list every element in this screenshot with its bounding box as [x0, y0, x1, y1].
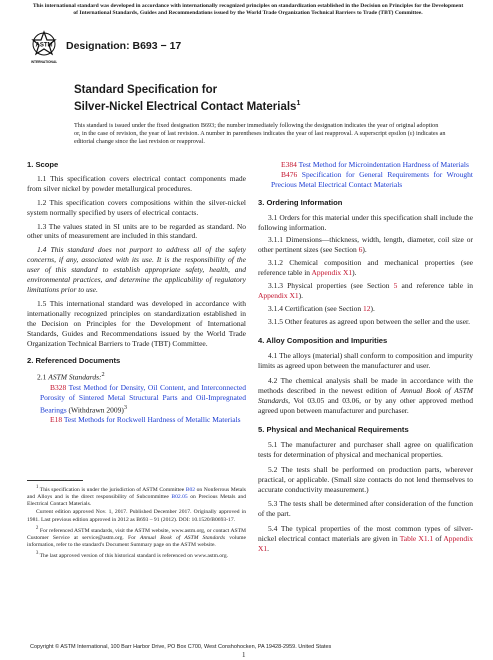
footnote-divider [27, 480, 83, 481]
para-4-2: 4.2 The chemical analysis shall be made in accordance with the methods described in the newest edition of Annual Book of ASTM Standards, Vol 03.05 and 03.06, or by any other approved method agreed upon between manufacturer and purchaser. [258, 376, 473, 416]
para-1-4: 1.4 This standard does not purport to address all of the safety concerns, if any, associated with its use. It is the responsibility of the user of this standard to establish appropriate safety, health, and environmental practices, and determine the applicability of regulatory limitations prior to use. [27, 245, 246, 294]
ref-title-link[interactable]: Test Method for Microindentation Hardness of Materials [298, 160, 469, 169]
para-1-1: 1.1 This specification covers electrical contact components made from silver nickel by powder metallurgical procedures. [27, 173, 246, 193]
para-1-5: 1.5 This international standard was developed in accordance with internationally recognized principles on standardization established in the Decision on Principles for the Development of International Standards, Guides and Recommendations issued by the World Trade Organization Technical Barriers to Trade (TBT) Committee. [27, 298, 246, 348]
para-5-4: 5.4 The typical properties of the most common types of silver-nickel electrical contact materials are given in Table X1.1 of Appendix X1. [258, 524, 473, 554]
document-title [74, 84, 300, 114]
ref-e384 [258, 160, 473, 170]
ref-b328: B328 Test Method for Density, Oil Content, and Interconnected Porosity of Sintered Metal Structural Parts and Oil-Impregnated Bearings (Withdrawn 2009)$^3$ [40, 382, 246, 415]
ref-title-link[interactable]: Test Method for Density, Oil Content, and Interconnected Porosity of Sintered Metal Structural Parts and Oil-Impregnated Bearings [40, 382, 246, 415]
footnotes [27, 484, 246, 561]
page-number: 1 [242, 651, 246, 659]
para-3-1-4: 3.1.4 Certification (see Section 12). [268, 303, 375, 313]
para-3-1-5: 3.1.5 Other features as agreed upon between the seller and the user. [268, 316, 471, 326]
section-link[interactable]: 12 [362, 303, 371, 313]
tbt-notice: This international standard was developed in accordance with internationally recognized principles on standardization established in the Decision on Principles for the Development of International Standards, Guides and Recommendations issued by the World Trade Organization Technical Barriers to Trade (TBT) Committee. [32, 3, 464, 16]
section-5-heading: 5. Physical and Mechanical Requirements [258, 425, 409, 435]
title-line-2: Silver-Nickel Electrical Contact Materials$^1$ [74, 100, 301, 113]
ref-b476 [258, 170, 473, 190]
designation: Designation: B693 − 17 [66, 40, 182, 52]
astm-logo-icon [31, 30, 57, 68]
appendix-link[interactable]: Appendix X1 [258, 534, 473, 554]
footnote-edition: Current edition approved Nov. 1, 2017. Published December 2017. Originally approved in 1981. Last previous edition approved in 2012 as B693 – 91 (2012). DOI: 10.1520/B0693-17. [27, 509, 246, 523]
para-3-1-2: 3.1.2 Chemical composition and mechanical properties (see reference table in Appendix X1). [258, 258, 473, 278]
svg-text:INTERNATIONAL: INTERNATIONAL [31, 60, 57, 64]
section-3-heading: 3. Ordering Information [258, 197, 343, 207]
appendix-link[interactable]: Appendix X1 [311, 268, 353, 278]
ref-code-link[interactable]: E18 [50, 414, 63, 424]
ref-code-link[interactable]: B476 [281, 169, 298, 179]
issuance-note: This standard is issued under the fixed designation B693; the number immediately following the designation indicates the year of original adoption or, in the case of revision, the year of last revision. A number in parentheses indicates the year of last reapproval. A superscript epsilon (ε) indicates an editorial change since the last revision or reapproval. [74, 122, 446, 145]
para-1-3: 1.3 The values stated in SI units are to be regarded as standard. No other units of measurement are included in this standard. [27, 221, 246, 241]
ref-e18 [27, 415, 246, 425]
para-5-3: 5.3 The tests shall be determined after consideration of the function of the part. [258, 499, 473, 519]
copyright-notice: Copyright © ASTM International, 100 Barr Harbor Drive, PO Box C700, West Conshohocken, PA 19428-2959. United States [30, 644, 332, 650]
left-column [27, 160, 246, 425]
ref-title-link[interactable]: Specification for General Requirements for Wrought Precious Metal Electrical Contact Materials [271, 169, 473, 189]
para-4-1: 4.1 The alloys (material) shall conform to composition and impurity limits as agreed upon between the manufacturer and user. [258, 350, 473, 370]
section-2-heading: 2. Referenced Documents [27, 356, 121, 366]
section-4-heading: 4. Alloy Composition and Impurities [258, 335, 388, 345]
ref-title-link[interactable]: Test Methods for Rockwell Hardness of Metallic Materials [63, 414, 241, 424]
para-5-2: 5.2 The tests shall be performed on production parts, wherever practical, or applicable. (Small size contacts do not lend themselves to accurate conductivity measurement.) [258, 464, 473, 494]
para-2-1: 2.1 ASTM Standards:$^2$ [37, 371, 105, 382]
footnote-3: $^3$ The last approved version of this historical standard is referenced on www.astm.org. [36, 551, 229, 560]
ref-code-link[interactable]: E384 [281, 160, 297, 169]
appendix-link[interactable]: Appendix X1 [258, 290, 299, 300]
para-3-1-3: 3.1.3 Physical properties (see Section 5 and reference table in Appendix X1). [258, 281, 473, 300]
table-link[interactable]: Table X1.1 [399, 534, 434, 544]
footnote-1: $^1$ This specification is under the jurisdiction of ASTM Committee B02 on Nonferrous Metals and Alloys and is the direct responsibility of Subcommittee B02.05 on Precious Metals and Electrical Contact Materials. [27, 485, 246, 508]
title-line-1: Standard Specification for [74, 84, 218, 96]
section-link[interactable]: 6 [358, 245, 363, 255]
section-1-heading: 1. Scope [27, 160, 59, 169]
para-3-1-1: 3.1.1 Dimensions—thickness, width, length, diameter, coil size or other pertinent sizes (see Section 6). [258, 235, 473, 255]
para-1-2: 1.2 This specification covers compositions within the silver-nickel system normally specified by users of electrical contacts. [27, 197, 246, 217]
committee-link[interactable]: B02 [185, 486, 196, 493]
para-3-1: 3.1 Orders for this material under this specification shall include the following information. [258, 212, 473, 232]
section-link[interactable]: 5 [393, 281, 398, 291]
footnote-2: $^2$ For referenced ASTM standards, visit the ASTM website, www.astm.org, or contact ASTM Customer Service at service@astm.org. For Annual Book of ASTM Standards volume information, refer to the standard's Document Summary page on the ASTM website. [27, 525, 247, 549]
title-footnote-ref[interactable]: 1 [296, 100, 301, 107]
subcommittee-link[interactable]: B02.05 [171, 494, 188, 501]
ref-code-link[interactable]: B328 [50, 382, 67, 392]
astm-logo [31, 30, 57, 68]
right-column [258, 160, 473, 554]
para-5-1: 5.1 The manufacturer and purchaser shall agree on qualification tests for determination of physical and mechanical properties. [258, 439, 473, 459]
svg-text:ASTM: ASTM [35, 42, 53, 49]
